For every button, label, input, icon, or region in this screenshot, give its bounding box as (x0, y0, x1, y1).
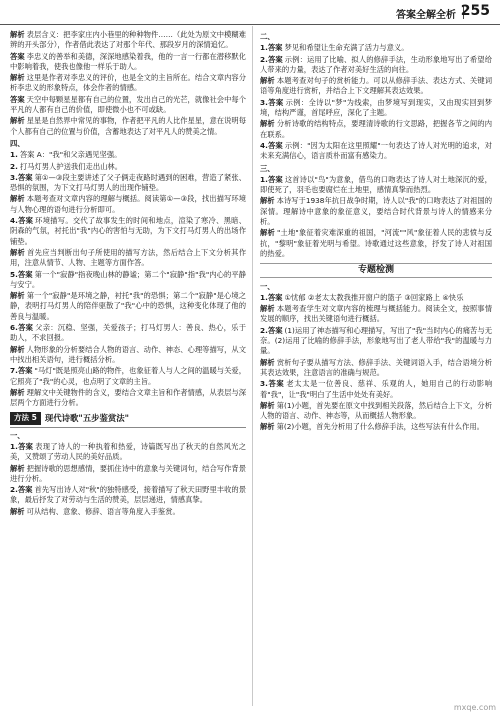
paragraph: 解析 本题考查学生对文章内容的梳理与概括能力。阅读全文，按照事情发展的顺序，找出关键语句进行概括。 (260, 304, 492, 324)
paragraph: 解析 本题考查对句子的赏析能力。可以从修辞手法、表达方式、关键词语等角度进行赏析，并结合上下文理解其表达效果。 (260, 76, 492, 96)
question: 5.答案 第一个"寂静"指夜晚山林的静谧；第二个"寂静"指"我"内心的平静与安宁。 (10, 269, 246, 289)
paragraph: 解析 赏析句子要从描写方法、修辞手法、关键词语入手，结合语境分析其表达效果，注意语言的准确与规范。 (260, 357, 492, 377)
paragraph: 解析 首先应当判断出句子所使用的描写方法，然后结合上下文分析其作用，注意从情节、人物、主题等方面作答。 (10, 247, 246, 268)
section-heading: 三、 (260, 163, 275, 173)
section-heading: 四、 (10, 138, 25, 148)
paragraph: 解析 理解文中关键物件的含义，要结合文章主旨和作者情感，从表层与深层两个方面进行分析。 (10, 387, 246, 408)
paragraph: 解析 "土地"象征着灾难深重的祖国，"河流""风"象征着人民的悲愤与反抗，"黎明"象征着光明与希望。诗歌通过这些意象，抒发了诗人对祖国的热爱。 (260, 228, 492, 258)
page-number: 255 (460, 3, 490, 19)
paragraph: 答案 天空中每颗星星都有自己的位置，发出自己的光芒，就像社会中每个平凡的人都有自己的价值，即使微小也不可或缺。 (10, 94, 246, 115)
question: 1. 答案 A："我"和父亲遇见坚强。 (10, 150, 122, 160)
question: 3.答案 示例：全诗以"梦"为线索，由梦境写到现实，又由现实回到梦境，结构严谨，首尾呼应，深化了主题。 (260, 97, 492, 118)
question: 3.答案 第①—③段主要讲述了父子俩走夜路时遇到的困难，营造了紧张、恐惧的氛围，为下文打马灯男人的出现作铺垫。 (10, 172, 246, 193)
paragraph: 答案 李忠义的善举和美德，深深地感染着我，他的一言一行都在潜移默化中影响着我，使我也像他一样乐于助人。 (10, 51, 246, 71)
right-column (260, 30, 492, 706)
special-test-heading: 专题检测 (260, 263, 492, 277)
section-heading: 一、 (10, 430, 25, 440)
paragraph: 解析 星星是自然界中常见的事物，作者把平凡的人比作星星，意在说明每个人都有自己的位置与价值，含蓄地表达了对平凡人的赞美之情。 (10, 116, 246, 136)
paragraph: 解析 人物形象的分析要结合人物的语言、动作、神态、心理等描写，从文中找出相关语句，进行概括分析。 (10, 344, 246, 364)
question: 1.答案 表现了诗人的一种执着和热爱，诗篇既写出了秋天的自然风光之美，又赞颂了劳动人民的美好品质。 (10, 441, 246, 462)
paragraph: 解析 本诗写于1938年抗日战争时期，诗人以"我"的口吻表达了对祖国的深情。理解诗中意象的象征意义，要结合时代背景与诗人的情感来分析。 (260, 196, 492, 227)
question: 2. 打马灯男人护送我们走出山林。 (10, 161, 123, 171)
question: 6.答案 父亲：沉稳、坚强，关爱孩子；打马灯男人：善良、热心，乐于助人，不求回报。 (10, 323, 246, 343)
paragraph: 解析 表层含义：把李家庄内小巷里的种种物件……（此处为原文中模糊难辨的开头部分），作者借此表达了对那个年代、那段岁月的深情追忆。 (10, 30, 246, 50)
column-divider (252, 26, 253, 706)
paragraph: 解析 第(1)小题，首先要在原文中找到相关段落，然后结合上下文，分析人物的语言、动作、神态等，从而概括人物形象。 (260, 400, 492, 421)
paragraph: 解析 本题考查对文章内容的理解与概括。阅读第①—③段，找出描写环境与人物心理的语句进行分析即可。 (10, 194, 246, 214)
header-label: 答案全解全析 (396, 10, 456, 21)
section-heading: 一、 (260, 281, 275, 291)
watermark: mxqe.com (453, 703, 496, 712)
question: 1.答案 ①忧郁 ②老太太教我推开窗户的篮子 ③回家路上 ④快乐 (260, 292, 464, 302)
paragraph: 解析 第(2)小题，首先分析用了什么修辞手法，这些写法有什么作用。 (260, 422, 484, 432)
paragraph: 解析 把握诗歌的思想感情，要抓住诗中的意象与关键词句，结合写作背景进行分析。 (10, 463, 246, 483)
question: 1.答案 这首诗以"鸟"为意象，借鸟的口吻表达了诗人对土地深沉的爱，即使死了，羽毛也要腐烂在土地里，感情真挚而热烈。 (260, 174, 492, 195)
page-header (0, 0, 500, 25)
paragraph: 解析 分析诗歌的结构特点，要理清诗歌的行文思路，把握各节之间的内在联系。 (260, 119, 492, 139)
method-title: 现代诗歌"五步鉴赏法" (44, 413, 129, 424)
paragraph: 解析 这里是作者对李忠义的评价，也是全文的主旨所在。结合文章内容分析李忠义的形象特点，体会作者的情感。 (10, 73, 246, 93)
question: 2.答案 示例：运用了比喻、拟人的修辞手法，生动形象地写出了希望给人带来的力量，表达了作者对美好生活的向往。 (260, 54, 492, 74)
paragraph: 解析 可从结构、意象、修辞、语言等角度入手鉴赏。 (10, 506, 180, 516)
question: 3.答案 老太太是一位善良、慈祥、乐观的人，她用自己的行动影响着"我"，让"我"明白了生活中处处有美好。 (260, 379, 492, 399)
paragraph: 解析 第一个"寂静"是环境之静，衬托"我"的恐惧；第二个"寂静"是心境之静，表明打马灯男人的陪伴驱散了"我"心中的恐惧，这种变化体现了他的善良与温暖。 (10, 291, 246, 321)
question: 2.答案 首先写出诗人对"秋"的独特感受，接着描写了秋天田野里丰收的景象，最后抒发了对劳动与生活的赞美，层层递进，情感真挚。 (10, 485, 246, 505)
section-heading: 二、 (260, 32, 275, 41)
method-heading (10, 412, 246, 427)
question: 1.答案 梦见和希望让生命充满了活力与意义。 (260, 43, 409, 53)
question: 4.答案 示例："因为太阳在这里照耀"一句表达了诗人对光明的追求，对未来充满信心，语言质朴而富有感染力。 (260, 140, 492, 161)
method-badge: 方法 5 (10, 412, 41, 424)
left-column (10, 30, 246, 706)
question: 7.答案 "马灯"既是照亮山路的物件，也象征着人与人之间的温暖与关爱，它照亮了"我"的心灵，也点明了文章的主旨。 (10, 366, 246, 386)
question: 4.答案 环境描写。交代了故事发生的时间和地点，渲染了寒冷、黑暗、阴森的气氛，衬托出"我"内心的害怕与无助，为下文打马灯男人的出场作铺垫。 (10, 216, 246, 246)
question: 2.答案 (1)运用了神态描写和心理描写，写出了"我"当时内心的痛苦与无奈。(2)运用了比喻的修辞手法，形象地写出了老人带给"我"的温暖与力量。 (260, 325, 492, 356)
